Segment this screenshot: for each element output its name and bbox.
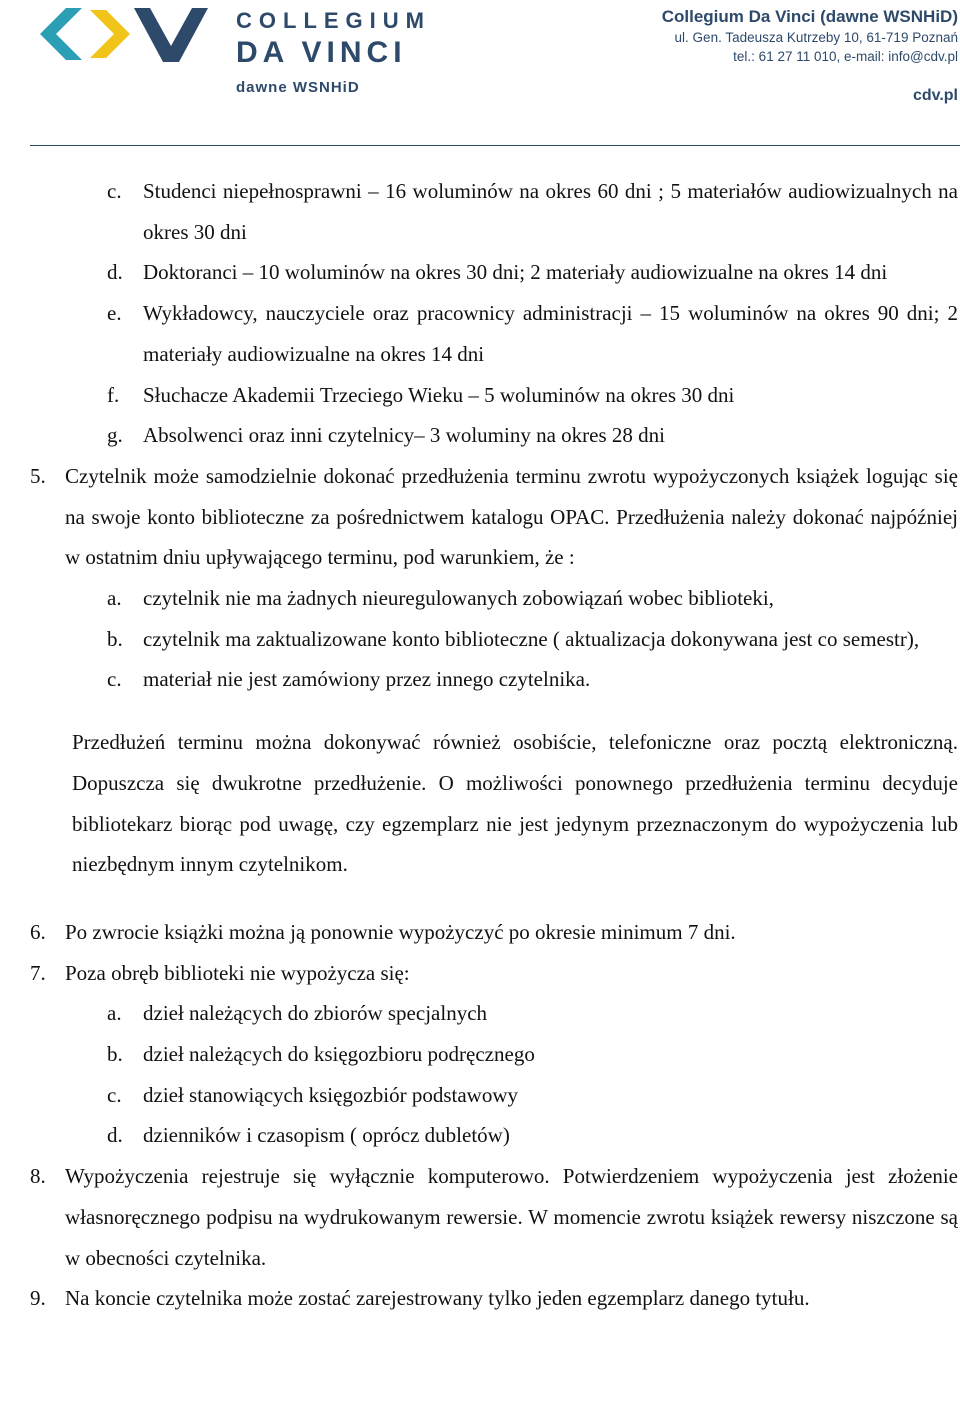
item-text: Po zwrocie książki można ją ponownie wypożyczyć po okresie minimum 7 dni.	[65, 919, 736, 944]
item-number: 9.	[30, 1286, 46, 1311]
item-label: e.	[107, 301, 122, 326]
numbered-item-7	[0, 953, 960, 994]
item-label: c.	[107, 1082, 122, 1107]
list-item	[0, 293, 960, 374]
list-item	[0, 993, 960, 1034]
item-text: Absolwenci oraz inni czytelnicy– 3 woluminy na okres 28 dni	[143, 423, 665, 448]
list-item	[0, 659, 960, 700]
item-text: Na koncie czytelnika może zostać zarejestrowany tylko jeden egzemplarz danego tytułu.	[65, 1286, 810, 1311]
item-label: b.	[107, 1042, 123, 1067]
item-text: materiał nie jest zamówiony przez innego czytelnika.	[143, 667, 591, 692]
list-item	[0, 578, 960, 619]
item-text: Wykładowcy, nauczyciele oraz pracownicy administracji – 15 woluminów na okres 90 dni; 2 materiały audiowizualne na okres 14 dni	[143, 301, 958, 366]
logo-wordmark	[236, 8, 431, 98]
list-item	[0, 1115, 960, 1156]
item-number: 5.	[30, 463, 46, 488]
contact-title: Collegium Da Vinci (dawne WSNHiD)	[661, 7, 958, 26]
item-label: c.	[107, 179, 122, 203]
chevrons-v-logo-icon	[26, 4, 216, 64]
numbered-item-6	[0, 912, 960, 953]
numbered-item-8	[0, 1156, 960, 1278]
item-text: dzieł stanowiących księgozbiór podstawowy	[143, 1082, 518, 1107]
item-label: a.	[107, 586, 122, 611]
item-text: Słuchacze Akademii Trzeciego Wieku – 5 woluminów na okres 30 dni	[143, 382, 735, 407]
document-body	[0, 171, 960, 1319]
item-text: Doktoranci – 10 woluminów na okres 30 dni; 2 materiały audiowizualne na okres 14 dni	[143, 260, 888, 285]
website-link[interactable]: cdv.pl	[912, 87, 958, 104]
list-item	[0, 1034, 960, 1075]
logo-line-former-name: dawne WSNHiD	[236, 79, 360, 96]
item-label: g.	[107, 423, 123, 448]
page-header	[0, 0, 960, 148]
contact-phone-email: tel.: 61 27 11 010, e-mail: info@cdv.pl	[733, 49, 958, 64]
item-text: dzieł należących do księgozbioru podręcznego	[143, 1042, 535, 1067]
item-number: 7.	[30, 960, 46, 985]
list-item	[0, 415, 960, 456]
list-item	[0, 619, 960, 660]
contact-address: ul. Gen. Tadeusza Kutrzeby 10, 61-719 Poznań	[674, 30, 958, 45]
item-label: d.	[107, 1123, 123, 1148]
item-label: f.	[107, 382, 120, 407]
logo-line-da-vinci: DA VINCI	[236, 36, 407, 69]
list-item	[0, 252, 960, 293]
list-item	[0, 171, 960, 252]
item-text: czytelnik nie ma żadnych nieuregulowanych zobowiązań wobec biblioteki,	[143, 586, 774, 611]
item-text: czytelnik ma zaktualizowane konto biblioteczne ( aktualizacja dokonywana jest co semestr),	[143, 626, 920, 651]
item-text: dzienników i czasopism ( oprócz dubletów)	[143, 1123, 510, 1148]
item-text: Czytelnik może samodzielnie dokonać przedłużenia terminu zwrotu wypożyczonych książek logując się na swoje konto biblioteczne za pośrednictwem katalogu OPAC. Przedłużenia należy dokonać najpóźniej w ostatnim dniu upływającego terminu, pod warunkiem, że :	[65, 463, 958, 570]
item-number: 8.	[30, 1164, 46, 1189]
logo-line-collegium: COLLEGIUM	[236, 8, 431, 33]
item-number: 6.	[30, 919, 46, 944]
numbered-item-9	[0, 1278, 960, 1319]
numbered-item-5	[0, 456, 960, 578]
item-text: Studenci niepełnosprawni – 16 woluminów na okres 60 dni ; 5 materiałów audiowizualnych na okres 30 dni	[143, 179, 958, 244]
list-item	[0, 1075, 960, 1116]
list-item	[0, 375, 960, 416]
item-label: b.	[107, 626, 123, 651]
item-text: Wypożyczenia rejestruje się wyłącznie komputerowo. Potwierdzeniem wypożyczenia jest złożenie własnoręcznego podpisu na wydrukowanym rewersie. W momencie zwrotu książek rewersy niszczone są w obecności czytelnika.	[65, 1164, 958, 1270]
item-label: c.	[107, 667, 122, 692]
item-label: d.	[107, 260, 123, 285]
item-label: a.	[107, 1001, 122, 1026]
extension-paragraph: Przedłużeń terminu można dokonywać również osobiście, telefoniczne oraz pocztą elektroniczną. Dopuszcza się dwukrotne przedłużenie. O możliwości ponownego przedłużenia terminu decyduje bibliotekarz biorąc pod uwagę, czy egzemplarz nie jest jedynym przeznaczonym do wypożyczenia lub niezbędnym innym czytelnikom.	[72, 730, 958, 877]
contact-block	[662, 6, 958, 106]
header-divider	[30, 145, 960, 146]
item-text: Poza obręb biblioteki nie wypożycza się:	[65, 960, 410, 985]
item-text: dzieł należących do zbiorów specjalnych	[143, 1001, 488, 1026]
